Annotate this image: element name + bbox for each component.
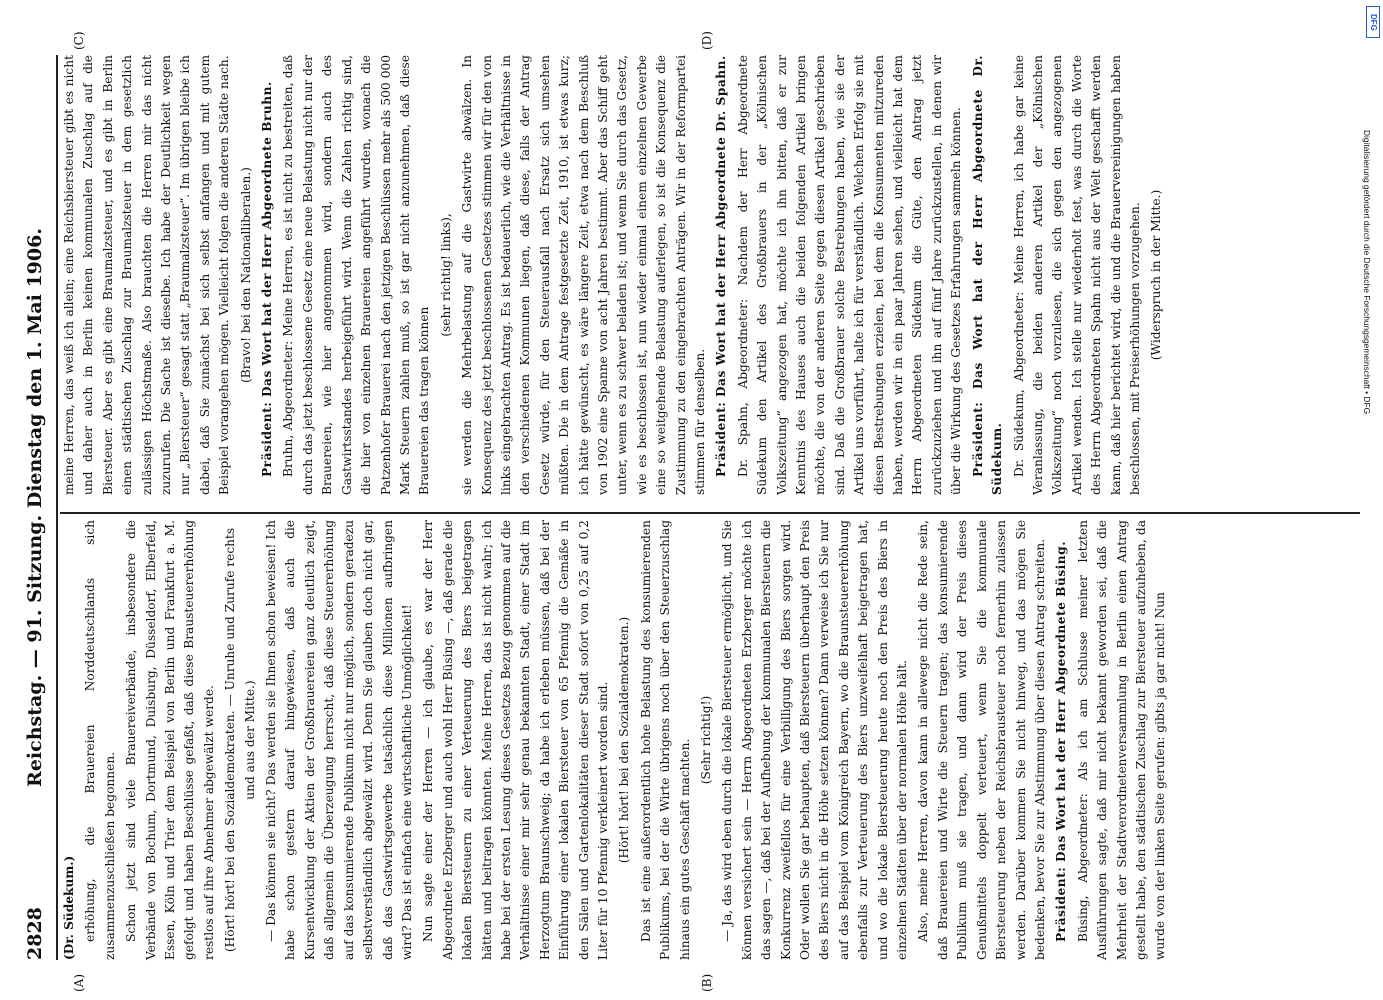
paragraph: Dr. Südekum, Abgeordneter: Meine Herren, ich habe gar keine Veranlassung, die beiden anderen Artikel der „Kölnischen Volkszeitung“ noch vorzulesen, die sich gegen den angezogenen Artikel wenden. Ich stelle nur wiederholt fest, was durch die Worte des Herrn Abgeordneten Spahn nicht aus der Welt geschafft werden kann, daß hier berichtet wird, die und die Brauervereinigungen haben beschlossen, mit Preiserhöhungen vorzugehen. (1011, 55, 1142, 495)
left-half-body (60, 520, 1171, 960)
dfg-logo: DFG (1366, 6, 1380, 38)
paragraph: sie werden die Mehrbelastung auf die Gastwirte abwälzen. In Konsequenz des jetzt beschlossenen Gesetzes stimmen wir für den von links eingebrachten Antrag. Es ist bedauerlich, wie die Verhältnisse in den verschiedenen Kommunen liegen, daß diese, falls der Antrag Gesetz würde, für den Steuerausfall nach Ersatz sich umsehen müßten. Die in dem Antrage festgesetzte Zeit, 1910, ist etwas kurz; ich hätte gewünscht, es wäre längere Zeit, etwa nach dem Beschluß von 1902 eine Spanne von acht Jahren bestimmt. Aber das Schiff geht unter, wenn es zu schwer beladen ist; und wenn Sie durch das Gesetz, wie es beschlossen ist, nun wieder einmal einem einzelnen Gewerbe eine so weitgehende Belastung auferlegen, so ist die Konsequenz die Zustimmung zu den eingebrachten Anträgen. Wir in der Reformpartei stimmen für denselben. (460, 55, 707, 495)
interjection: (Sehr richtig!) (699, 695, 713, 785)
paragraph: Also, meine Herren, davon kann in allewege nicht die Rede sein, daß Brauereien und Wirte die Steuern tragen; das konsumierende Publikum muß sie tragen, und dann wird der Preis dieses Genußmittels doppelt verteuert, wenn Sie die kommunale Biersteuerung neben der Reichsbrausteuer noch fernerhin zulassen werden. Darüber kommen Sie nicht hinweg, und das mögen Sie bedenken, bevor Sie zur Abstimmung über diesen Antrag schreiten. (916, 520, 1047, 960)
president-line: Präsident: Das Wort hat der Herr Abgeordnete Dr. Südekum. (970, 55, 1005, 495)
president-line: Präsident: Das Wort hat der Herr Abgeordnete Bruhn. (260, 81, 275, 477)
paragraph: meine Herren, das weiß ich allein; eine Reichsbiersteuer gibt es nicht und daher auch in Berlin keinen kommunalen Zuschlag auf die Biersteuer. Aber es gibt eine Braumalzsteuer, und es gibt in Berlin einen städtischen Zuschlag zur Braumalzsteuer in dem gesetzlich zulässigen Höchstmaße. Also brauchten die Herren mir das nicht zuzurufen. Die Sache ist dieselbe. Ich habe der Deutlichkeit wegen nur „Biersteuer“ gesagt statt „Braumalzsteuer“. Im übrigen bleibe ich dabei, daß Sie zunächst bei sich selbst anfangen und mit gutem Beispiel vorangehen mögen. Vielleicht folgen die anderen Städte nach. (62, 55, 232, 495)
right-half (60, 55, 1360, 495)
page-title: Reichstag. — 91. Sitzung. Dienstag den 1. Mai 1906. (24, 228, 46, 787)
interjection: (Widerspruch in der Mitte.) (1149, 189, 1164, 361)
interjection: (Hört! hört! bei den Sozialdemokraten. — Unruhe und Zurufe rechts und aus der Mitte.) (223, 527, 257, 953)
running-head (10, 55, 58, 960)
paragraph: Das ist eine außerordentlich hohe Belastung des konsumierenden Publikums, bei der die Wirte übrigens noch über den Steuerzuschlag hinaus ein gutes Geschäft machten. (638, 520, 692, 960)
interjection: (sehr richtig! links), (438, 213, 453, 337)
digitization-note: Digitalisierung gefördert durch die Deutsche Forschungsgemeinschaft • DFG (1362, 130, 1372, 415)
right-half-body (60, 55, 1167, 495)
interjection: (Hört! hört! bei den Sozialdemokraten.) (617, 616, 632, 864)
margin-marker-d: (D) (700, 31, 714, 50)
president-line: Präsident: Das Wort hat der Herr Abgeordnete Büsing. (1054, 541, 1069, 942)
margin-marker-a: (A) (72, 973, 86, 992)
interjection: (Bravo! bei den Nationalliberalen.) (238, 167, 253, 383)
paragraph: Bruhn, Abgeordneter: Meine Herren, es ist nicht zu bestreiten, daß durch das jetzt beschlossene Gesetz eine neue Belastung nicht nur der Brauereien, wie hier angenommen wird, sondern auch des Gastwirtsstandes herbeigeführt wird. Wenn die Zahlen richtig sind, die hier von einzelnen Brauereien angeführt wurden, wonach die Patzenhofer Brauerei nach den jetzigen Beschlüssen mehr als 500 000 Mark Steuern zahlen muß, so ist gar nicht anzunehmen, daß diese Brauereien das tragen können (281, 55, 432, 495)
paragraph: Dr. Spahn, Abgeordneter: Nachdem der Herr Abgeordnete Südekum den Artikel des Großbrauers in der „Kölnischen Volkszeitung“ angezogen hat, möchte ich ihn bitten, daß er zur Kenntnis des Hauses auch die beiden folgenden Artikel bringen möchte, die von der anderen Seite gegen diesen Artikel geschrieben sind. Daß die Großbrauer solche Bestrebungen haben, wie sie der Artikel uns vorführt, halte ich für verständlich. Welchen Erfolg sie mit diesen Bestrebungen erzielen, bei dem die Konsumenten mitzureden haben, werden wir in ein paar Jahren sehen, und vielleicht hat dem Herrn Abgeordneten Südekum die Güte, den Antrag jetzt zurückzuziehen und ihn auf fünf Jahre zurückzustellen, in denen wir über die Wirkung des Gesetzes Erfahrungen sammeln können. (735, 55, 964, 495)
column-divider (60, 512, 1360, 514)
paragraph: Büsing, Abgeordneter: Als ich am Schlusse meiner letzten Ausführungen sagte, daß mir nicht bekannt geworden sei, daß die Mehrheit der Stadtverordnetenversammlung in Berlin einen Antrag gestellt habe, den städtischen Zuschlag zur Biersteuer aufzuheben, da wurde von der linken Seite gerufen: gibts ja gar nicht! Nun (1075, 520, 1168, 960)
paragraph: erhöhung, die Brauereien Norddeutschlands sich zusammenzuschließen begonnen. (83, 520, 117, 960)
president-line: Präsident: Das Wort hat der Herr Abgeordnete Dr. Spahn. (714, 55, 729, 477)
margin-marker-b: (B) (700, 973, 714, 992)
page-number: 2828 (24, 907, 46, 960)
left-half (60, 520, 1360, 960)
paragraph: — Das können sie nicht? Das werden sie Ihnen schon beweisen! Ich habe schon gestern darauf hingewiesen, daß auch die Kursentwicklung der Aktien der Großbrauereien ganz deutlich zeigt, daß allgemein die Überzeugung herrscht, daß diese Steuererhöhung auf das konsumierende Publikum nicht nur möglich, sondern geradezu selbstverständlich abgewälzt wird. Denn Sie glauben doch nicht gar, daß das Gastwirtsgewerbe tatsächlich diese Millionen aufbringen wird? Das ist einfach eine wirtschaftliche Unmöglichkeit! (264, 520, 414, 960)
paragraph: Schon jetzt sind viele Brauereiverbände, insbesondere die Verbände von Bochum, Dortmund, Duisburg, Düsseldorf, Elberfeld, Essen, Köln und Trier dem Beispiel von Berlin und Frankfurt a. M. gefolgt und haben Beschlüsse gefaßt, daß diese Brausteuererhöhung restlos auf ihre Abnehmer abgewälzt werde. (124, 520, 216, 960)
paragraph: Nun sagte einer der Herren — ich glaube, es war der Herr Abgeordnete Erzberger und auch wohl Herr Büsing —, daß gerade die lokalen Biersteuern zu einer Verteuerung des Biers beigetragen hätten und beitragen könnten. Meine Herren, das ist nicht wahr; ich habe bei der ersten Lesung dieses Gesetzes Bezug genommen auf die Verhältnisse einer mir sehr genau bekannten Stadt, einer Stadt im Herzogtum Braunschweig; da habe ich erleben müssen, daß bei der Einführung einer lokalen Biersteuer von 65 Pfennig die Gemäße in den Sälen und Gartenlokalitäten dieser Stadt sofort von 0,25 auf 0,2 Liter für 10 Pfennig verkleinert worden sind. (421, 520, 610, 960)
margin-marker-c: (C) (72, 31, 86, 50)
speaker-reference: (Dr. Südekum.) (62, 855, 76, 960)
paragraph: — Ja, das wird eben durch die lokale Biersteuer ermöglicht, und Sie können versichert sein — Herrn Abgeordneten Erzberger möchte ich das sagen —, daß bei der Aufhebung der kommunalen Biersteuern die Konkurrenz zweifellos für eine Verbilligung des Biers sorgen wird. Oder wollen Sie gar behaupten, daß Biersteuern überhaupt den Preis des Biers nicht in die Höhe setzen können? Dann verweise ich Sie nur auf das Beispiel vom Königreich Bayern, wo die Braunsteuererhöhung ebenfalls zur Verteuerung des Biers unzweifelhaft beigetragen hat, und wo die lokale Biersteuerung heute noch den Preis des Biers in einzelnen Städten über der normalen Höhe hält. (720, 520, 910, 960)
